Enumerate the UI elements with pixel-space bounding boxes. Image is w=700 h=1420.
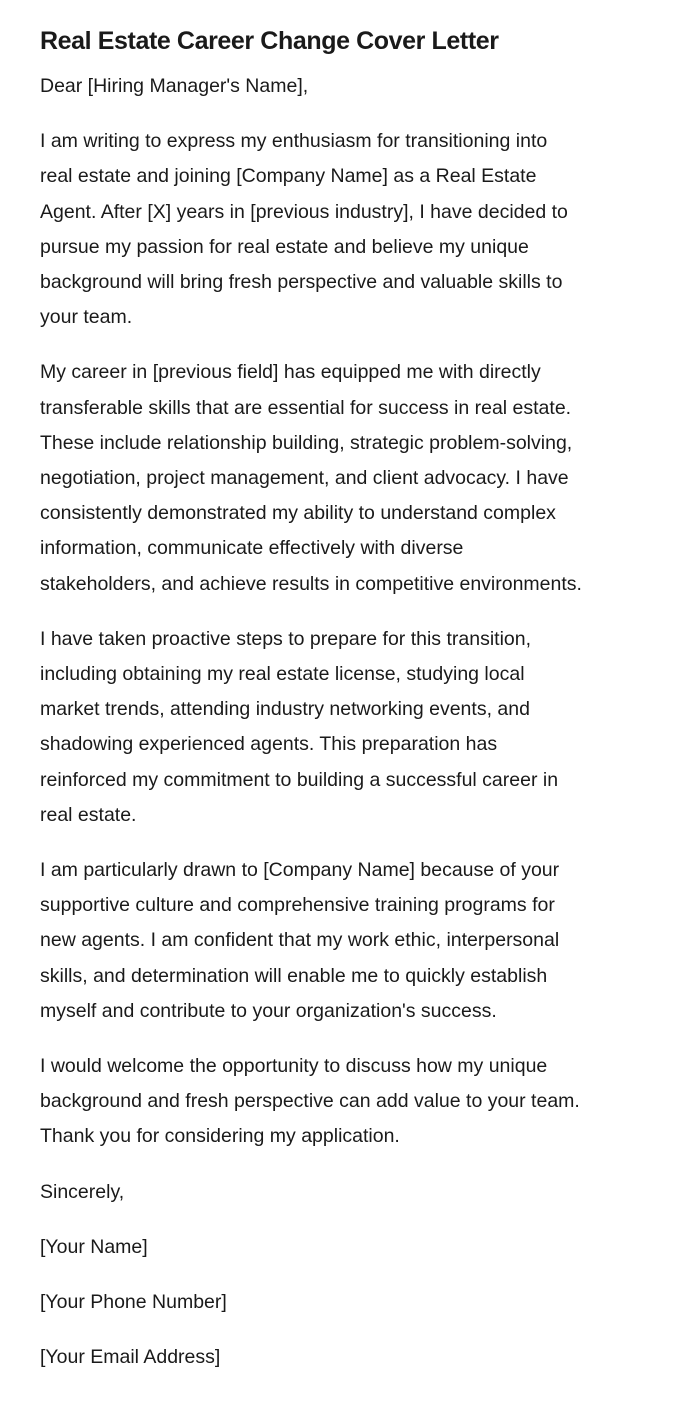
text-line: transferable skills that are essential for success in real estate. bbox=[40, 396, 572, 419]
paragraph-skills bbox=[40, 355, 650, 601]
text-line: pursue my passion for real estate and believe my unique bbox=[40, 235, 529, 258]
text-line: shadowing experienced agents. This preparation has bbox=[40, 733, 498, 756]
page-title: Real Estate Career Change Cover Letter bbox=[40, 27, 499, 55]
text-line: real estate and joining [Company Name] as a Real Estate bbox=[40, 165, 537, 188]
text-line: background will bring fresh perspective and valuable skills to bbox=[40, 271, 563, 294]
text-line: myself and contribute to your organization's success. bbox=[40, 999, 497, 1022]
text-line: market trends, attending industry networking events, and bbox=[40, 698, 530, 721]
paragraph-intro bbox=[40, 124, 650, 335]
text-line: reinforced my commitment to building a successful career in bbox=[40, 768, 559, 791]
text-line: stakeholders, and achieve results in competitive environments. bbox=[40, 572, 582, 595]
text-line: My career in [previous field] has equipped me with directly bbox=[40, 361, 541, 384]
text-line: I would welcome the opportunity to discuss how my unique bbox=[40, 1055, 548, 1078]
paragraph-preparation bbox=[40, 622, 650, 833]
text-line: including obtaining my real estate license, studying local bbox=[40, 663, 525, 686]
closing: Sincerely, bbox=[40, 1180, 125, 1203]
signature-phone: [Your Phone Number] bbox=[40, 1291, 227, 1314]
text-line: Agent. After [X] years in [previous industry], I have decided to bbox=[40, 200, 568, 223]
text-line: Thank you for considering my application. bbox=[40, 1125, 400, 1148]
salutation: Dear [Hiring Manager's Name], bbox=[40, 75, 309, 97]
letter-body bbox=[40, 124, 650, 1154]
signature-name: [Your Name] bbox=[40, 1235, 148, 1258]
text-line: I am writing to express my enthusiasm for transitioning into bbox=[40, 130, 548, 153]
text-line: consistently demonstrated my ability to understand complex bbox=[40, 502, 556, 525]
text-line: skills, and determination will enable me to quickly establish bbox=[40, 964, 548, 987]
paragraph-company bbox=[40, 853, 650, 1029]
text-line: information, communicate effectively with diverse bbox=[40, 537, 464, 560]
signature-email: [Your Email Address] bbox=[40, 1346, 221, 1369]
text-line: real estate. bbox=[40, 803, 137, 826]
paragraph-closing-remarks bbox=[40, 1049, 650, 1155]
text-line: I have taken proactive steps to prepare for this transition, bbox=[40, 627, 532, 650]
cover-letter bbox=[40, 22, 650, 1396]
text-line: new agents. I am confident that my work ethic, interpersonal bbox=[40, 929, 560, 952]
text-line: I am particularly drawn to [Company Name] because of your bbox=[40, 859, 560, 882]
text-line: your team. bbox=[40, 306, 133, 329]
text-line: supportive culture and comprehensive training programs for bbox=[40, 894, 555, 917]
text-line: These include relationship building, strategic problem-solving, bbox=[40, 431, 573, 454]
text-line: background and fresh perspective can add value to your team. bbox=[40, 1090, 580, 1113]
text-line: negotiation, project management, and client advocacy. I have bbox=[40, 467, 569, 490]
